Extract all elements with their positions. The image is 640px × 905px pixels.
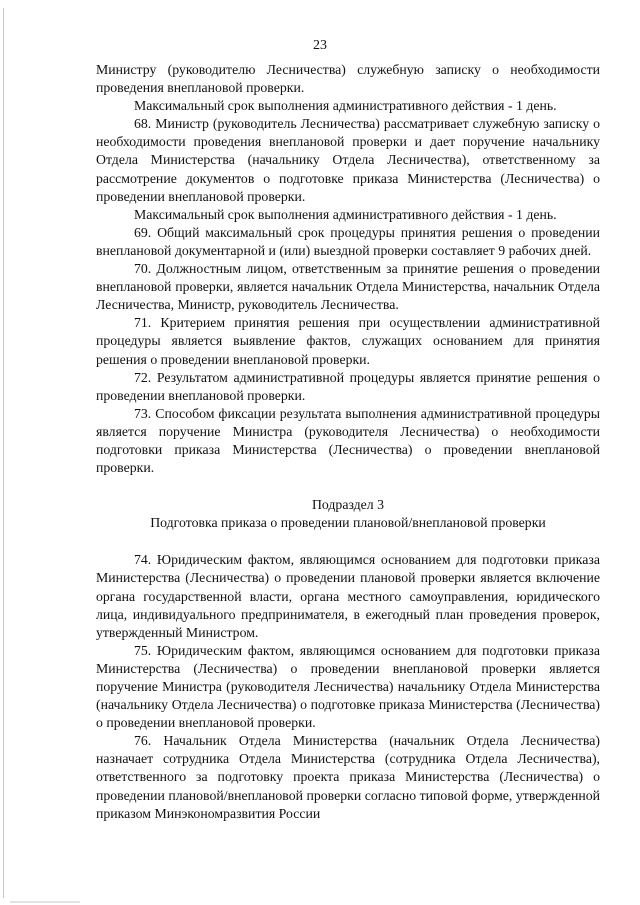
paragraph: 73. Способом фиксации результата выполнения административной процедуры является поручение Министра (руководителя Лесничества) о необходимости подготовки приказа Министерства (Лесничества) о проведении внеплановой проверки. — [96, 405, 600, 476]
paragraph: Министру (руководителю Лесничества) служебную записку о необходимости проведения внеплановой проверки. — [96, 62, 600, 96]
subsection-heading — [96, 496, 600, 532]
subsection-number: Подраздел 3 — [311, 497, 385, 513]
scan-edge-line — [3, 8, 4, 898]
paragraph: 74. Юридическим фактом, являющимся основанием для подготовки приказа Министерства (Лесничества) о проведении плановой проверки является включение органа государственной власти, органа местного самоуправления, юридического лица, индивидуального предпринимателя, в ежегодный план проведения проверок, утвержденный Министром. — [96, 552, 600, 640]
subsection-title: Подготовка приказа о проведении плановой/внеплановой проверки — [150, 515, 546, 531]
paragraph: Максимальный срок выполнения административного действия - 1 день. — [134, 206, 557, 222]
page-number: 23 — [313, 38, 327, 53]
paragraph: 69. Общий максимальный срок процедуры принятия решения о проведении внеплановой документарной и (или) выездной проверки составляет 9 рабочих дней. — [96, 224, 600, 258]
paragraph-group-top — [96, 61, 600, 477]
document-body — [96, 61, 600, 823]
paragraph: 72. Результатом административной процедуры является принятие решения о проведении внеплановой проверки. — [96, 369, 600, 403]
scan-artifact — [10, 901, 80, 903]
paragraph: 75. Юридическим фактом, являющимся основанием для подготовки приказа Министерства (Лесничества) о проведении внеплановой проверки является поручение Министра (руководителя Лесничества) начальнику Отдела Министерства (начальнику Отдела Лесничества) о подготовке приказа Министерства (Лесничества) о проведении внеплановой проверки. — [96, 642, 600, 731]
paragraph-group-bottom — [96, 551, 600, 822]
paragraph: 76. Начальник Отдела Министерства (начальник Отдела Лесничества) назначает сотрудника Отдела Министерства (сотрудника Отдела Лесничества), ответственного за подготовку проекта приказа Министерства (Лесничества) о проведении плановой/внеплановой проверки согласно типовой форме, утвержденной приказом Минэкономразвития России — [96, 733, 600, 821]
paragraph: 70. Должностным лицом, ответственным за принятие решения о проведении внеплановой проверки, является начальник Отдела Министерства, начальник Отдела Лесничества, Министр, руководитель Лесничества. — [96, 261, 600, 313]
paragraph: Максимальный срок выполнения административного действия - 1 день. — [134, 98, 557, 114]
paragraph: 68. Министр (руководитель Лесничества) рассматривает служебную записку о необходимости проведения внеплановой проверки и дает поручение начальнику Отдела Министерства (начальнику Отдела Лесничества), ответственному за рассмотрение документов о подготовке приказа Министерства (Лесничества) о проведении внеплановой проверки. — [96, 116, 600, 204]
paragraph: 71. Критерием принятия решения при осуществлении административной процедуры является выявление фактов, служащих основанием для принятия решения о проведении внеплановой проверки. — [96, 315, 600, 367]
